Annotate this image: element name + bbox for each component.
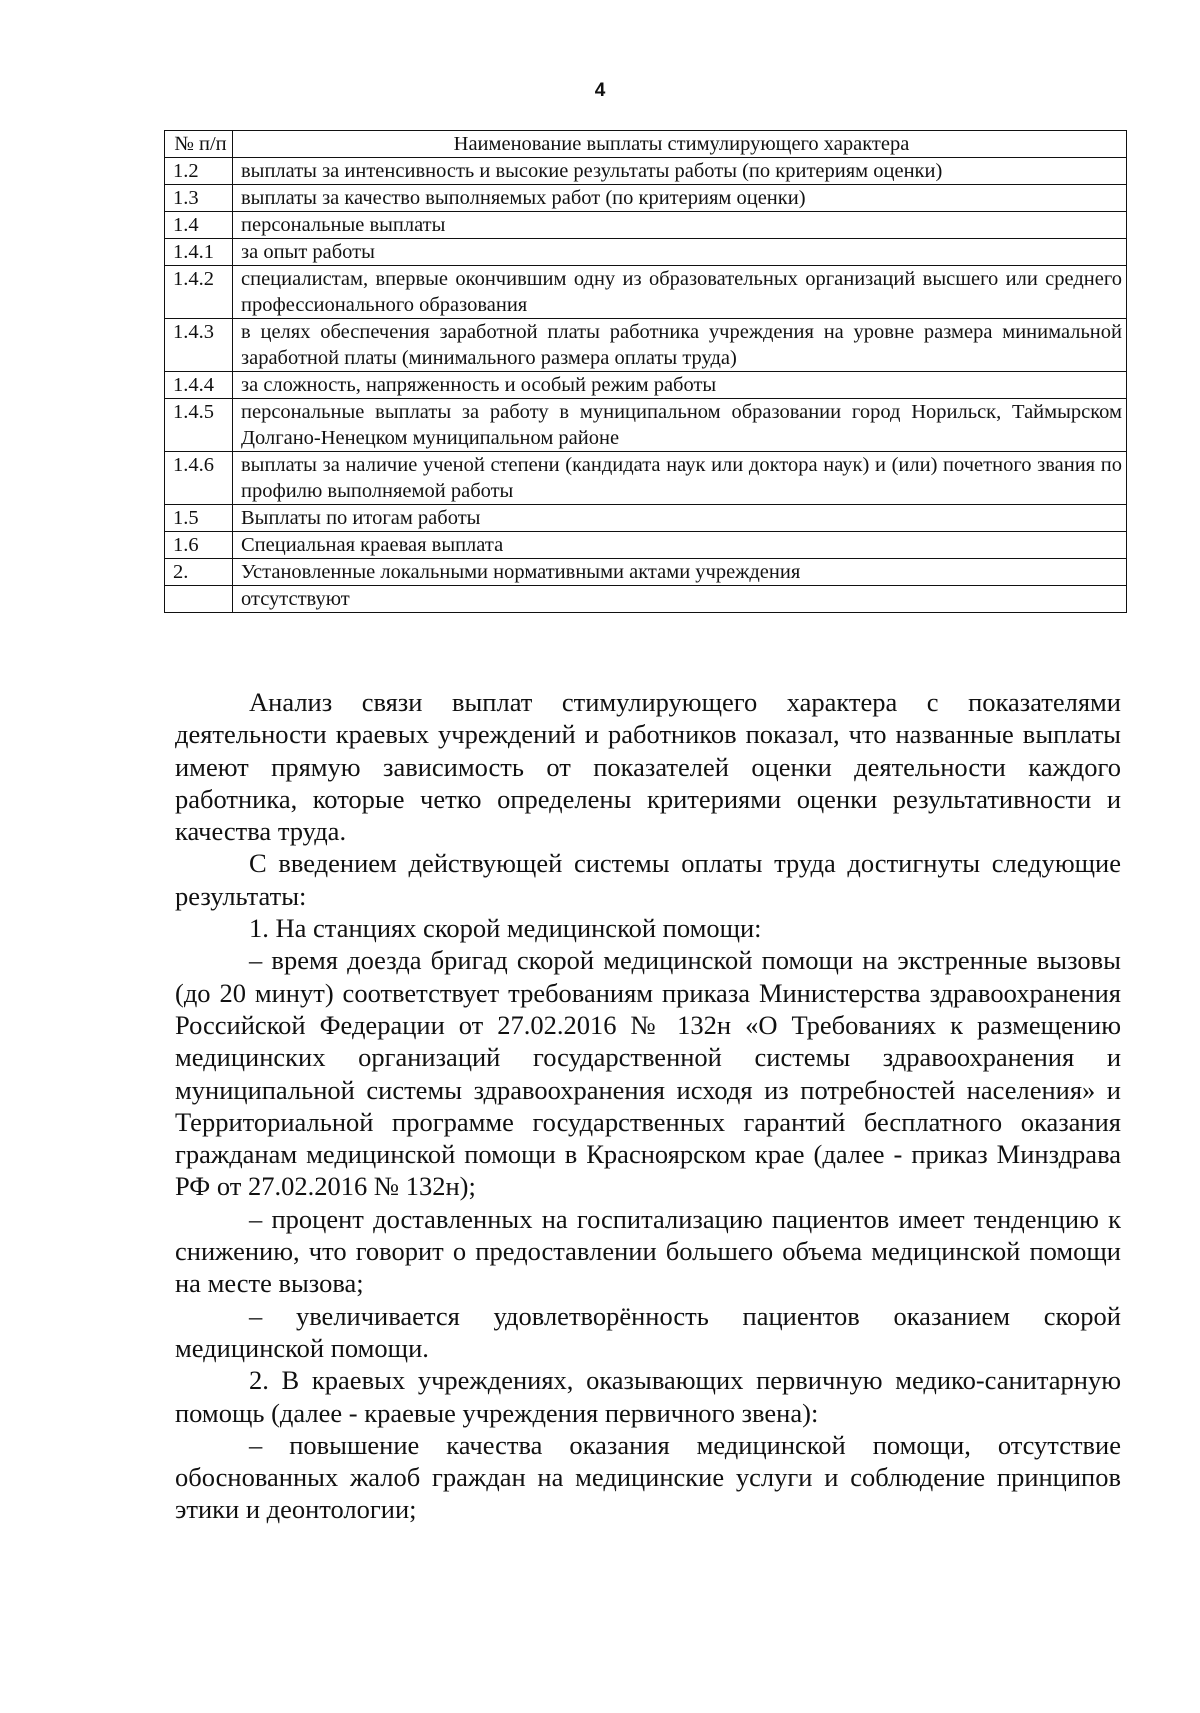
paragraph-arrival-time: – время доезда бригад скорой медицинской помощи на экстренные вызовы (до 20 минут) соответствует требованиям приказа Министерства здравоохранения Российской Федерации от 27.02.2016 № 132н «О Требованиях к размещению медицинских организаций государственной системы здравоохранения и муниципальной системы здравоохранения исходя из потребностей населения» и Территориальной программе государственных гарантий бесплатного оказания гражданам медицинской помощи в Красноярском крае (далее - приказ Минздрава РФ от 27.02.2016 № 132н); <box>175 945 1121 1202</box>
paragraph-primary-care-heading: 2. В краевых учреждениях, оказывающих первичную медико-санитарную помощь (далее - краевые учреждения первичного звена): <box>175 1365 1121 1428</box>
row-num: 1.4 <box>165 212 233 239</box>
row-name: отсутствуют <box>233 586 1127 613</box>
row-name: выплаты за наличие ученой степени (кандидата наук или доктора наук) и (или) почетного звания по профилю выполняемой работы <box>233 452 1127 505</box>
row-num: 1.4.6 <box>165 452 233 505</box>
table-row <box>165 586 1127 613</box>
paragraph-results-intro: С введением действующей системы оплаты труда достигнуты следующие результаты: <box>175 848 1121 911</box>
row-num: 1.3 <box>165 185 233 212</box>
table-row <box>165 559 1127 586</box>
header-num: № п/п <box>165 131 233 158</box>
table-row <box>165 532 1127 559</box>
table-header-row <box>165 131 1127 158</box>
header-name: Наименование выплаты стимулирующего характера <box>233 131 1127 158</box>
row-num: 1.4.5 <box>165 399 233 452</box>
row-name: персональные выплаты <box>233 212 1127 239</box>
table-row <box>165 158 1127 185</box>
table-row <box>165 239 1127 266</box>
row-num <box>165 586 233 613</box>
table-row <box>165 399 1127 452</box>
paragraph-hospitalization: – процент доставленных на госпитализацию пациентов имеет тенденцию к снижению, что говорит о предоставлении большего объема медицинской помощи на месте вызова; <box>175 1203 1121 1299</box>
row-name: персональные выплаты за работу в муниципальном образовании город Норильск, Таймырском Долгано-Ненецком муниципальном районе <box>233 399 1127 452</box>
row-num: 1.4.4 <box>165 372 233 399</box>
paragraph-satisfaction: – увеличивается удовлетворённость пациентов оказанием скорой медицинской помощи. <box>175 1300 1121 1363</box>
table-row <box>165 212 1127 239</box>
row-name: за опыт работы <box>233 239 1127 266</box>
row-name: выплаты за качество выполняемых работ (по критериям оценки) <box>233 185 1127 212</box>
row-name: выплаты за интенсивность и высокие результаты работы (по критериям оценки) <box>233 158 1127 185</box>
row-num: 1.4.3 <box>165 319 233 372</box>
row-name: в целях обеспечения заработной платы работника учреждения на уровне размера минимальной заработной платы (минимального размера оплаты труда) <box>233 319 1127 372</box>
page-number: 4 <box>594 80 606 101</box>
table-row <box>165 266 1127 319</box>
row-name: специалистам, впервые окончившим одну из образовательных организаций высшего или среднего профессионального образования <box>233 266 1127 319</box>
table-row <box>165 372 1127 399</box>
table-row <box>165 319 1127 372</box>
row-num: 1.4.2 <box>165 266 233 319</box>
paragraph-ambulance-heading: 1. На станциях скорой медицинской помощи: <box>249 913 762 944</box>
paragraph-quality: – повышение качества оказания медицинской помощи, отсутствие обоснованных жалоб граждан на медицинские услуги и соблюдение принципов этики и деонтологии; <box>175 1429 1121 1525</box>
row-num: 2. <box>165 559 233 586</box>
paragraph-analysis: Анализ связи выплат стимулирующего характера с показателями деятельности краевых учреждений и работников показал, что названные выплаты имеют прямую зависимость от показателей оценки деятельности каждого работника, которые четко определены критериями оценки результативности и качества труда. <box>175 687 1121 847</box>
row-num: 1.2 <box>165 158 233 185</box>
row-num: 1.6 <box>165 532 233 559</box>
row-name: Выплаты по итогам работы <box>233 505 1127 532</box>
body-text <box>175 686 1121 1526</box>
row-num: 1.5 <box>165 505 233 532</box>
payments-table <box>164 130 1127 613</box>
table-row <box>165 452 1127 505</box>
row-name: за сложность, напряженность и особый режим работы <box>233 372 1127 399</box>
row-name: Специальная краевая выплата <box>233 532 1127 559</box>
row-num: 1.4.1 <box>165 239 233 266</box>
table-row <box>165 505 1127 532</box>
table-row <box>165 185 1127 212</box>
row-name: Установленные локальными нормативными актами учреждения <box>233 559 1127 586</box>
